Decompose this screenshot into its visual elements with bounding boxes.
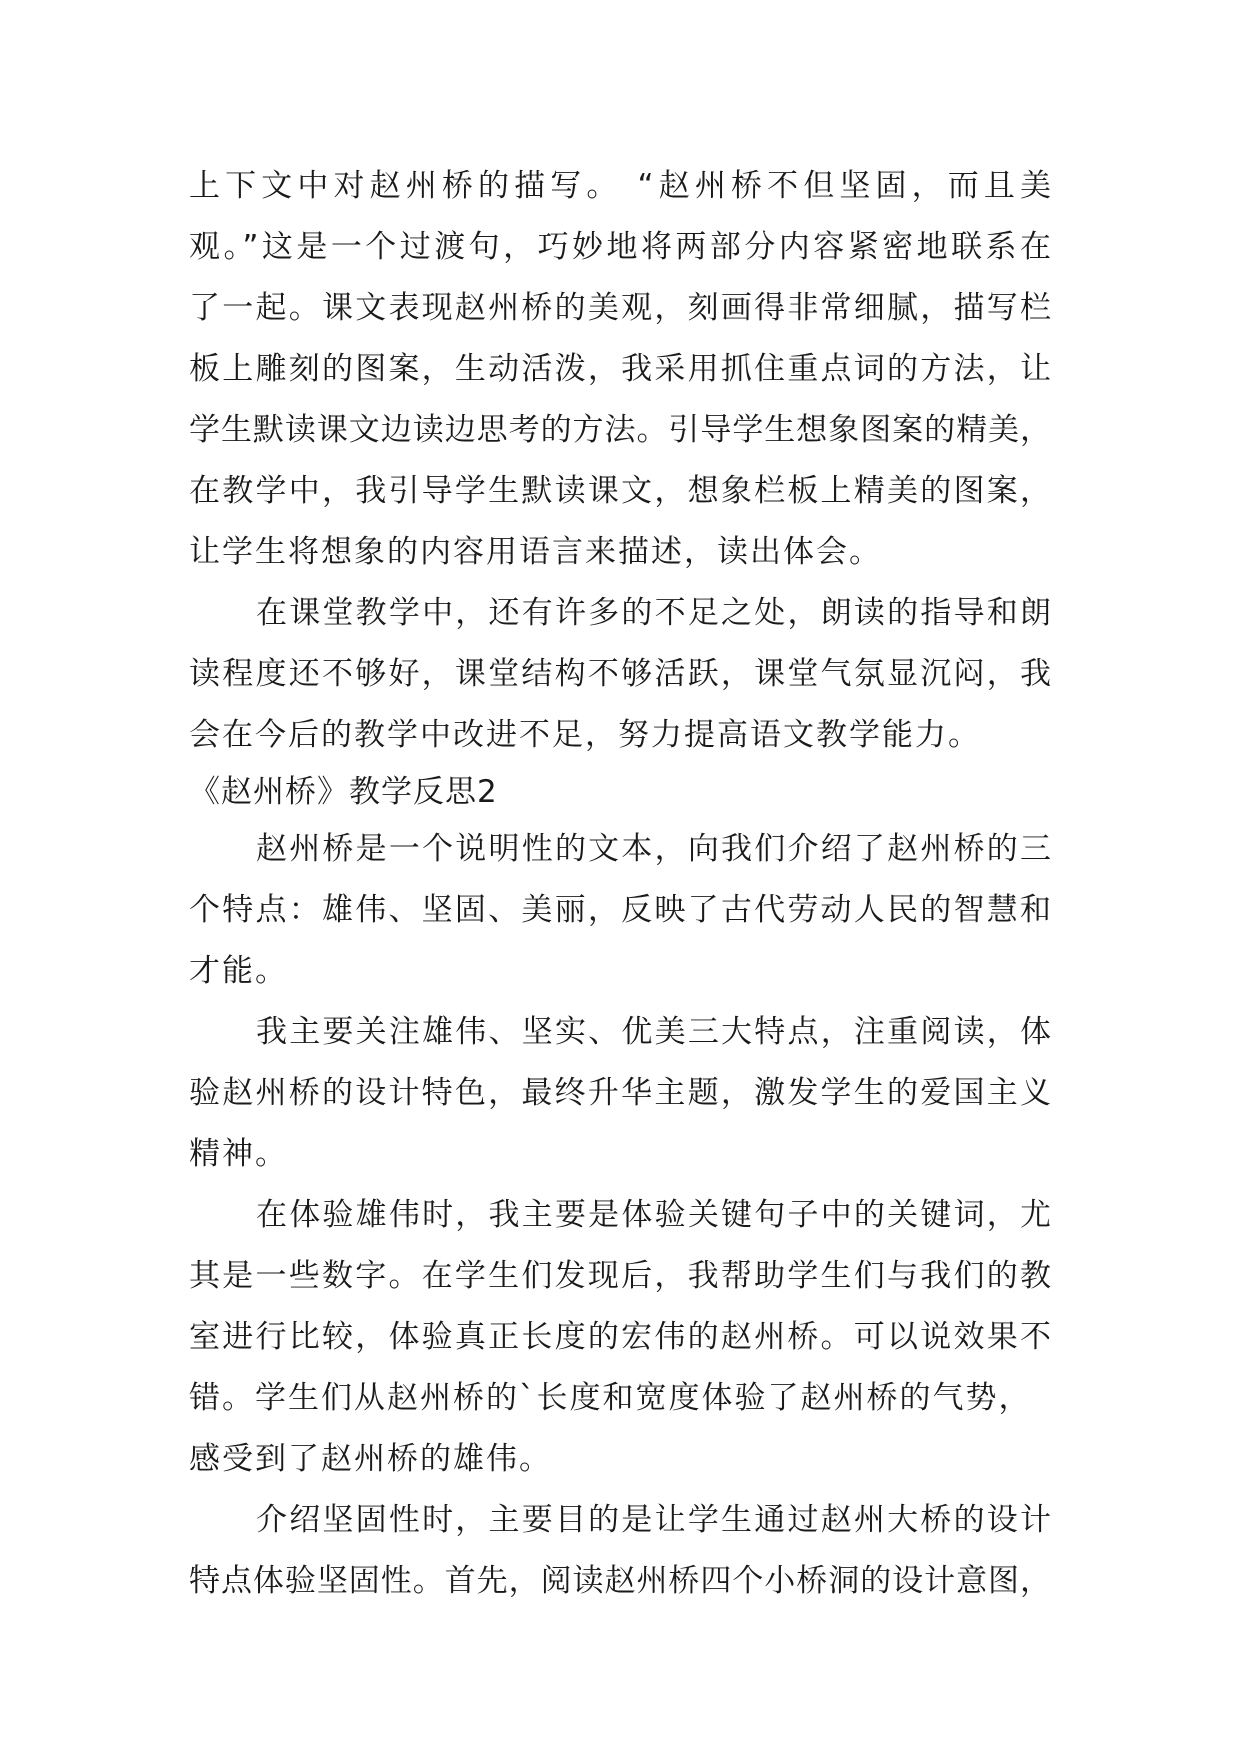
paragraph-first-line: 我主要关注雄伟、坚实、优美三大特点，注重阅读，体 (256, 1014, 1051, 1050)
paragraph-first-line: 赵州桥是一个说明性的文本，向我们介绍了赵州桥的三 (256, 831, 1051, 867)
text-line: 在教学中，我引导学生默读课文，想象栏板上精美的图案， (189, 473, 1051, 509)
paragraph-first-line: 在课堂教学中，还有许多的不足之处，朗读的指导和朗 (256, 595, 1051, 631)
paragraph-first-line: 介绍坚固性时，主要目的是让学生通过赵州大桥的设计 (256, 1502, 1051, 1538)
text-line: 室进行比较，体验真正长度的宏伟的赵州桥。可以说效果不 (189, 1319, 1051, 1355)
text-line: 观。”这是一个过渡句，巧妙地将两部分内容紧密地联系在 (189, 229, 1051, 265)
text-line: 错。学生们从赵州桥的`长度和宽度体验了赵州桥的气势， (189, 1380, 1032, 1416)
text-line: 特点体验坚固性。首先，阅读赵州桥四个小桥洞的设计意图， (189, 1563, 1051, 1599)
text-line: 学生默读课文边读边思考的方法。引导学生想象图案的精美， (189, 412, 1051, 448)
text-line: 才能。 (189, 953, 288, 989)
section-heading: 《赵州桥》教学反思2 (189, 774, 498, 810)
text-line: 读程度还不够好，课堂结构不够活跃，课堂气氛显沉闷，我 (189, 656, 1051, 692)
paragraph-first-line: 在体验雄伟时，我主要是体验关键句子中的关键词，尤 (256, 1197, 1051, 1233)
text-line: 会在今后的教学中改进不足，努力提高语文教学能力。 (189, 717, 981, 753)
text-line: 了一起。课文表现赵州桥的美观，刻画得非常细腻，描写栏 (189, 290, 1051, 326)
text-line: 板上雕刻的图案，生动活泼，我采用抓住重点词的方法，让 (189, 351, 1051, 387)
text-line: 精神。 (189, 1136, 288, 1172)
text-line: 验赵州桥的设计特色，最终升华主题，激发学生的爱国主义 (189, 1075, 1051, 1111)
text-line: 上下文中对赵州桥的描写。 “赵州桥不但坚固，而且美 (189, 168, 1051, 204)
text-line: 其是一些数字。在学生们发现后，我帮助学生们与我们的教 (189, 1258, 1051, 1294)
text-line: 个特点：雄伟、坚固、美丽，反映了古代劳动人民的智慧和 (189, 892, 1051, 928)
text-line: 感受到了赵州桥的雄伟。 (189, 1441, 552, 1477)
text-line: 让学生将想象的内容用语言来描述，读出体会。 (189, 534, 882, 570)
